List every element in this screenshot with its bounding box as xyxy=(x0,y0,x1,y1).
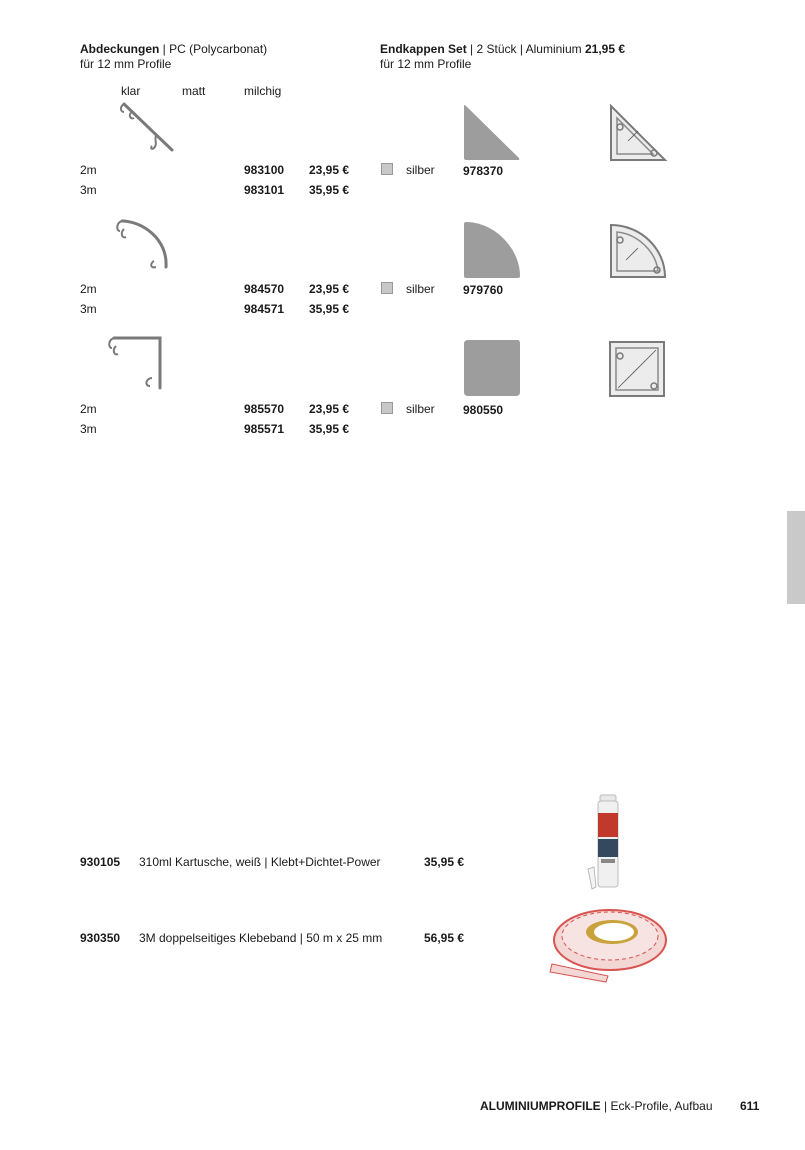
page-number: 611 xyxy=(740,1099,760,1113)
covers-title-line xyxy=(80,42,267,56)
price: 23,95 € xyxy=(309,163,350,177)
covers-subtitle: für 12 mm Profile xyxy=(80,57,172,71)
article-number: 983100 xyxy=(244,163,285,177)
price: 35,95 € xyxy=(309,422,350,436)
cover-profile-image-2 xyxy=(112,215,172,271)
length-label: 2m xyxy=(80,402,97,416)
cover-profile-image-1 xyxy=(118,100,178,156)
cover-profile-image-3 xyxy=(106,334,166,392)
end-cap-triangle-image xyxy=(462,104,522,162)
silver-color-swatch xyxy=(381,402,393,414)
cap-color-label: silber xyxy=(406,402,435,416)
footer-section-line xyxy=(480,1099,713,1113)
article-number: 985571 xyxy=(244,422,285,436)
length-label: 3m xyxy=(80,183,97,197)
endcaps-details: | 2 Stück | Aluminium xyxy=(466,42,585,56)
end-cap-quarter-circle-image xyxy=(462,222,522,280)
column-header-klar: klar xyxy=(121,84,141,98)
length-label: 3m xyxy=(80,302,97,316)
accessory-price: 56,95 € xyxy=(424,931,465,945)
length-label: 2m xyxy=(80,282,97,296)
accessory-article-number: 930350 xyxy=(80,931,121,945)
chapter-side-tab xyxy=(787,511,805,604)
accessory-price: 35,95 € xyxy=(424,855,465,869)
silver-color-swatch xyxy=(381,282,393,294)
cap-color-label: silber xyxy=(406,282,435,296)
price: 23,95 € xyxy=(309,402,350,416)
cap-article-number: 980550 xyxy=(463,403,504,417)
article-number: 984570 xyxy=(244,282,285,296)
footer-section-subtitle: | Eck-Profile, Aufbau xyxy=(600,1099,713,1113)
endcaps-price: 21,95 € xyxy=(584,42,626,56)
cap-article-number: 979760 xyxy=(463,283,504,297)
accessory-article-number: 930105 xyxy=(80,855,121,869)
length-label: 2m xyxy=(80,163,97,177)
price: 23,95 € xyxy=(309,282,350,296)
endcaps-subtitle: für 12 mm Profile xyxy=(380,57,472,71)
accessory-description: 3M doppelseitiges Klebeband | 50 m x 25 mm xyxy=(139,931,383,945)
price: 35,95 € xyxy=(309,183,350,197)
article-number: 983101 xyxy=(244,183,285,197)
accessory-description: 310ml Kartusche, weiß | Klebt+Dichtet-Power xyxy=(139,855,381,869)
article-number: 984571 xyxy=(244,302,285,316)
silver-color-swatch xyxy=(381,163,393,175)
covers-material: | PC (Polycarbonat) xyxy=(159,42,268,56)
price: 35,95 € xyxy=(309,302,350,316)
covers-title: Abdeckungen xyxy=(80,42,160,56)
footer-section-title: ALUMINIUMPROFILE xyxy=(480,1099,601,1113)
column-header-milchig: milchig xyxy=(244,84,282,98)
corner-profile-triangle-diagram xyxy=(608,103,668,163)
length-label: 3m xyxy=(80,422,97,436)
corner-profile-radius-diagram xyxy=(608,222,668,280)
cap-color-label: silber xyxy=(406,163,435,177)
adhesive-cartridge-image xyxy=(584,793,632,893)
endcaps-title: Endkappen Set xyxy=(380,42,467,56)
end-cap-square-image xyxy=(462,340,522,398)
corner-profile-square-diagram xyxy=(608,340,666,398)
double-sided-tape-roll-image xyxy=(548,906,672,984)
article-number: 985570 xyxy=(244,402,285,416)
column-header-matt: matt xyxy=(182,84,206,98)
endcaps-title-line xyxy=(380,42,625,56)
cap-article-number: 978370 xyxy=(463,164,504,178)
